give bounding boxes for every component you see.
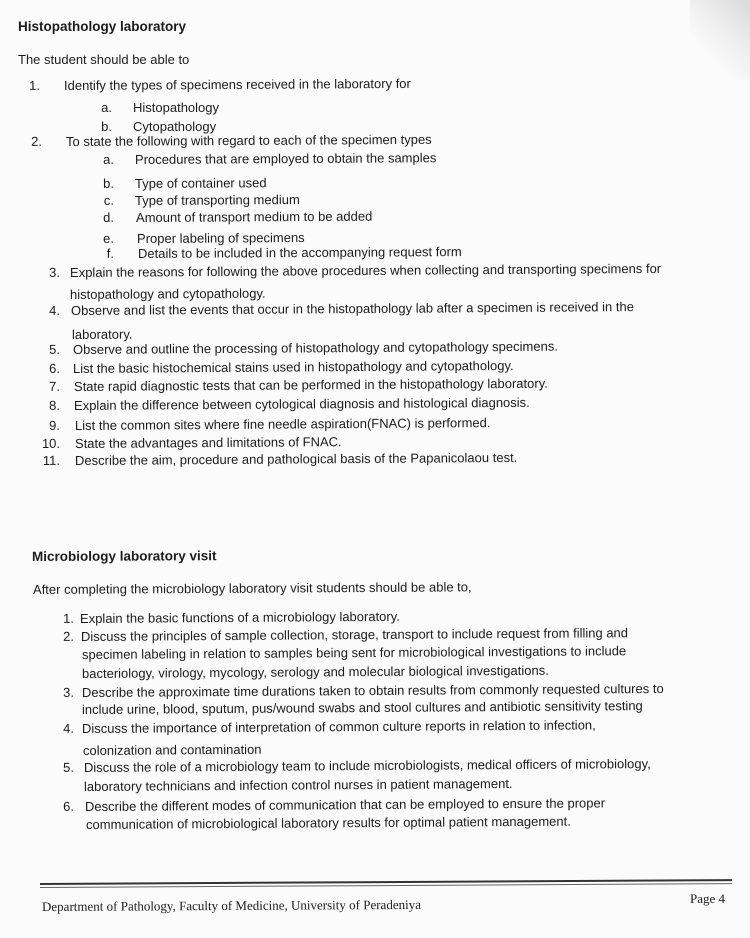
- footer-page-number: Page 4: [690, 891, 726, 906]
- histopathology-item-number: b.: [103, 175, 115, 191]
- histopathology-intro: The student should be able to: [18, 52, 190, 67]
- microbiology-item-number: 2.: [63, 628, 75, 644]
- histopathology-item-text: Amount of transport medium to be added: [135, 208, 373, 225]
- histopathology-item-text: List the common sites where fine needle aspiration(FNAC) is performed.: [74, 415, 491, 433]
- microbiology-item-text: colonization and contamination: [82, 741, 262, 758]
- histopathology-item-number: 5.: [49, 341, 61, 357]
- histopathology-item-text: Cytopathology: [133, 119, 217, 134]
- microbiology-item-text: Discuss the role of a microbiology team to include microbiologists, medical officers of microbiology,: [83, 756, 651, 775]
- microbiology-item-text: include urine, blood, sputum, pus/wound swabs and stool cultures and antibiotic sensitivity testing: [81, 698, 643, 717]
- histopathology-item-text: To state the following with regard to each of the specimen types: [65, 131, 432, 149]
- histopathology-item-text: Explain the reasons for following the above procedures when collecting and transporting specimens for: [69, 260, 662, 280]
- microbiology-item-text: bacteriology, virology, mycology, serology and molecular biological investigations.: [81, 662, 549, 681]
- microbiology-item-number: 1.: [63, 610, 75, 626]
- histopathology-item-number: f.: [106, 245, 115, 261]
- footer-department: Department of Pathology, Faculty of Medicine, University of Peradeniya: [41, 896, 421, 914]
- histopathology-item-number: 8.: [49, 397, 61, 413]
- microbiology-item-text: Explain the basic functions of a microbiology laboratory.: [79, 608, 400, 626]
- histopathology-item-number: 7.: [49, 378, 61, 394]
- microbiology-item-text: specimen labeling in relation to samples being sent for microbiological investigations to include: [81, 643, 627, 662]
- histopathology-item-text: Proper labeling of specimens: [136, 229, 305, 246]
- microbiology-heading: Microbiology laboratory visit: [31, 548, 217, 564]
- microbiology-item-number: 6.: [63, 798, 75, 814]
- histopathology-heading: Histopathology laboratory: [18, 19, 187, 34]
- histopathology-item-text: Type of transporting medium: [134, 191, 300, 208]
- histopathology-item-text: Procedures that are employed to obtain the samples: [134, 150, 437, 167]
- histopathology-item-number: c.: [103, 192, 115, 208]
- histopathology-item-text: Type of container used: [134, 175, 267, 191]
- microbiology-item-text: Discuss the principles of sample collection, storage, transport to include request from filling and: [80, 625, 629, 644]
- histopathology-item-number: 1.: [29, 77, 41, 93]
- histopathology-item-number: 2.: [31, 133, 43, 149]
- microbiology-item-text: communication of microbiological laboratory results for optimal patient management.: [85, 813, 571, 832]
- histopathology-item-number: a.: [101, 100, 112, 115]
- histopathology-item-number: 11.: [42, 452, 61, 468]
- histopathology-item-number: 10.: [41, 435, 61, 451]
- microbiology-item-text: laboratory technicians and infection control nurses in patient management.: [83, 776, 513, 794]
- histopathology-item-number: 4.: [49, 302, 61, 318]
- histopathology-item-text: Explain the difference between cytological diagnosis and histological diagnosis.: [73, 394, 530, 413]
- microbiology-item-text: Describe the different modes of communication that can be employed to ensure the proper: [84, 795, 606, 814]
- histopathology-item-text: List the basic histochemical stains used in histopathology and cytopathology.: [72, 357, 514, 376]
- histopathology-item-text: Observe and list the events that occur in the histopathology lab after a specimen is received in the: [70, 299, 634, 318]
- histopathology-item-text: laboratory.: [71, 326, 133, 342]
- histopathology-item-number: d.: [103, 209, 115, 225]
- histopathology-item-text: State the advantages and limitations of FNAC.: [74, 434, 342, 451]
- histopathology-item-number: 3.: [49, 264, 61, 280]
- microbiology-item-number: 3.: [63, 684, 75, 700]
- histopathology-item-text: histopathology and cytopathology.: [69, 285, 266, 302]
- histopathology-item-number: 9.: [49, 417, 61, 433]
- histopathology-item-number: 6.: [49, 360, 61, 376]
- microbiology-item-text: Discuss the importance of interpretation of common culture reports in relation to infection,: [81, 717, 596, 736]
- histopathology-item-text: Details to be included in the accompanying request form: [137, 244, 462, 261]
- histopathology-item-number: a.: [103, 151, 115, 167]
- microbiology-item-text: Describe the approximate time durations taken to obtain results from commonly requested cultures to: [81, 680, 664, 700]
- histopathology-item-text: Observe and outline the processing of histopathology and cytopathology specimens.: [72, 338, 558, 357]
- histopathology-item-number: b.: [101, 119, 112, 134]
- microbiology-item-number: 5.: [63, 759, 75, 775]
- histopathology-item-number: e.: [103, 230, 115, 246]
- histopathology-item-text: Describe the aim, procedure and pathological basis of the Papanicolaou test.: [74, 449, 518, 468]
- histopathology-item-text: Histopathology: [133, 100, 219, 115]
- microbiology-intro: After completing the microbiology laboratory visit students should be able to,: [32, 579, 472, 597]
- microbiology-item-number: 4.: [63, 720, 75, 736]
- histopathology-item-text: Identify the types of specimens received in the laboratory for: [63, 75, 411, 93]
- histopathology-item-text: State rapid diagnostic tests that can be performed in the histopathology laboratory.: [73, 375, 548, 394]
